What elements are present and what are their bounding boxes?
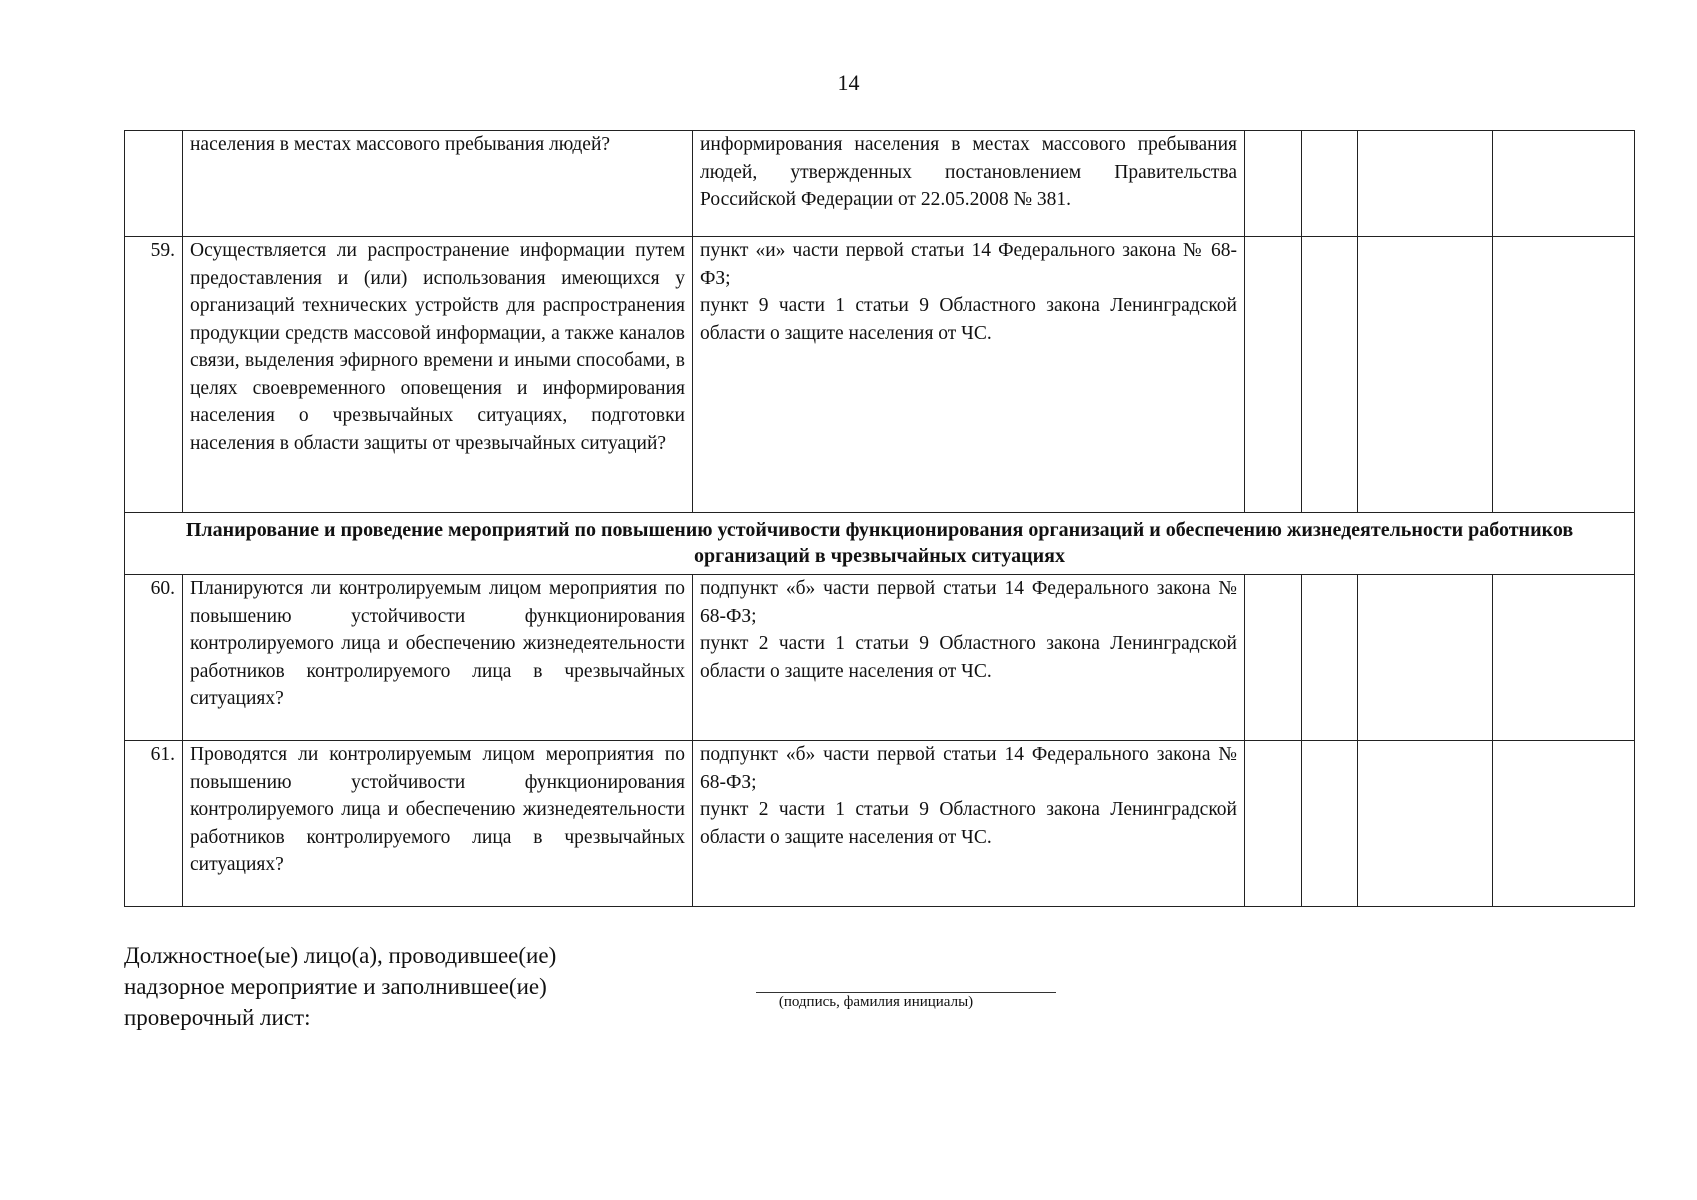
legal-basis <box>693 741 1245 907</box>
answer-yes-cell[interactable] <box>1245 131 1302 237</box>
table-row <box>125 575 1635 741</box>
answer-yes-cell[interactable] <box>1245 575 1302 741</box>
comment-cell[interactable] <box>1493 237 1635 513</box>
comment-cell[interactable] <box>1493 131 1635 237</box>
answer-yes-cell[interactable] <box>1245 741 1302 907</box>
signature-label-line: Должностное(ые) лицо(а), проводившее(ие) <box>124 943 557 968</box>
requirement-question: Осуществляется ли распространение информации путем предоставления и (или) использования имеющихся у организаций технических устройств для распространения продукции средств массовой информации, а также каналов связи, выделения эфирного времени и иными способами, в целях своевременного оповещения и информирования населения о чрезвычайных ситуациях, подготовки населения в области защиты от чрезвычайных ситуаций? <box>183 237 693 513</box>
legal-basis-line: пункт 9 части 1 статьи 9 Областного закона Ленинградской области о защите населения от ЧС. <box>700 295 1237 344</box>
page-number: 14 <box>837 70 860 95</box>
requirement-question: Проводятся ли контролируемым лицом мероприятия по повышению устойчивости функционирования контролируемого лица и обеспечению жизнедеятельности работников контролируемого лица в чрезвычайных ситуациях? <box>183 741 693 907</box>
table-row <box>125 237 1635 513</box>
signature-label <box>124 940 556 1033</box>
legal-basis-line: пункт «и» части первой статьи 14 Федерального закона № 68-ФЗ; <box>700 240 1237 289</box>
answer-na-cell[interactable] <box>1358 131 1493 237</box>
legal-basis-line: подпункт «б» части первой статьи 14 Федерального закона № 68-ФЗ; <box>700 744 1237 793</box>
requirement-question: населения в местах массового пребывания людей? <box>183 131 693 237</box>
legal-basis-line: информирования населения в местах массового пребывания людей, утвержденных постановлением Правительства Российской Федерации от 22.05.2008 № 381. <box>700 134 1237 210</box>
row-number <box>125 131 183 237</box>
table-row <box>125 131 1635 237</box>
comment-cell[interactable] <box>1493 575 1635 741</box>
section-title: Планирование и проведение мероприятий по повышению устойчивости функционирования организаций и обеспечению жизнедеятельности работников организаций в чрезвычайных ситуациях <box>125 513 1635 575</box>
signature-caption: (подпись, фамилия инициалы) <box>778 994 974 1010</box>
legal-basis-line: пункт 2 части 1 статьи 9 Областного закона Ленинградской области о защите населения от ЧС. <box>700 799 1237 848</box>
row-number: 61. <box>125 741 183 907</box>
answer-no-cell[interactable] <box>1302 575 1358 741</box>
legal-basis <box>693 575 1245 741</box>
row-number: 60. <box>125 575 183 741</box>
legal-basis-line: пункт 2 части 1 статьи 9 Областного закона Ленинградской области о защите населения от ЧС. <box>700 633 1237 682</box>
requirement-question: Планируются ли контролируемым лицом мероприятия по повышению устойчивости функционирования контролируемого лица и обеспечению жизнедеятельности работников контролируемого лица в чрезвычайных ситуациях? <box>183 575 693 741</box>
signature-label-line: проверочный лист: <box>124 1005 311 1030</box>
comment-cell[interactable] <box>1493 741 1635 907</box>
legal-basis-line: подпункт «б» части первой статьи 14 Федерального закона № 68-ФЗ; <box>700 578 1237 627</box>
answer-no-cell[interactable] <box>1302 741 1358 907</box>
answer-yes-cell[interactable] <box>1245 237 1302 513</box>
legal-basis <box>693 237 1245 513</box>
legal-basis <box>693 131 1245 237</box>
answer-no-cell[interactable] <box>1302 131 1358 237</box>
answer-no-cell[interactable] <box>1302 237 1358 513</box>
answer-na-cell[interactable] <box>1358 575 1493 741</box>
signature-label-line: надзорное мероприятие и заполнившее(ие) <box>124 974 547 999</box>
table-row <box>125 741 1635 907</box>
checklist-table <box>124 130 1635 907</box>
signature-line[interactable] <box>756 992 1056 993</box>
answer-na-cell[interactable] <box>1358 237 1493 513</box>
section-heading-row <box>125 513 1635 575</box>
answer-na-cell[interactable] <box>1358 741 1493 907</box>
row-number: 59. <box>125 237 183 513</box>
